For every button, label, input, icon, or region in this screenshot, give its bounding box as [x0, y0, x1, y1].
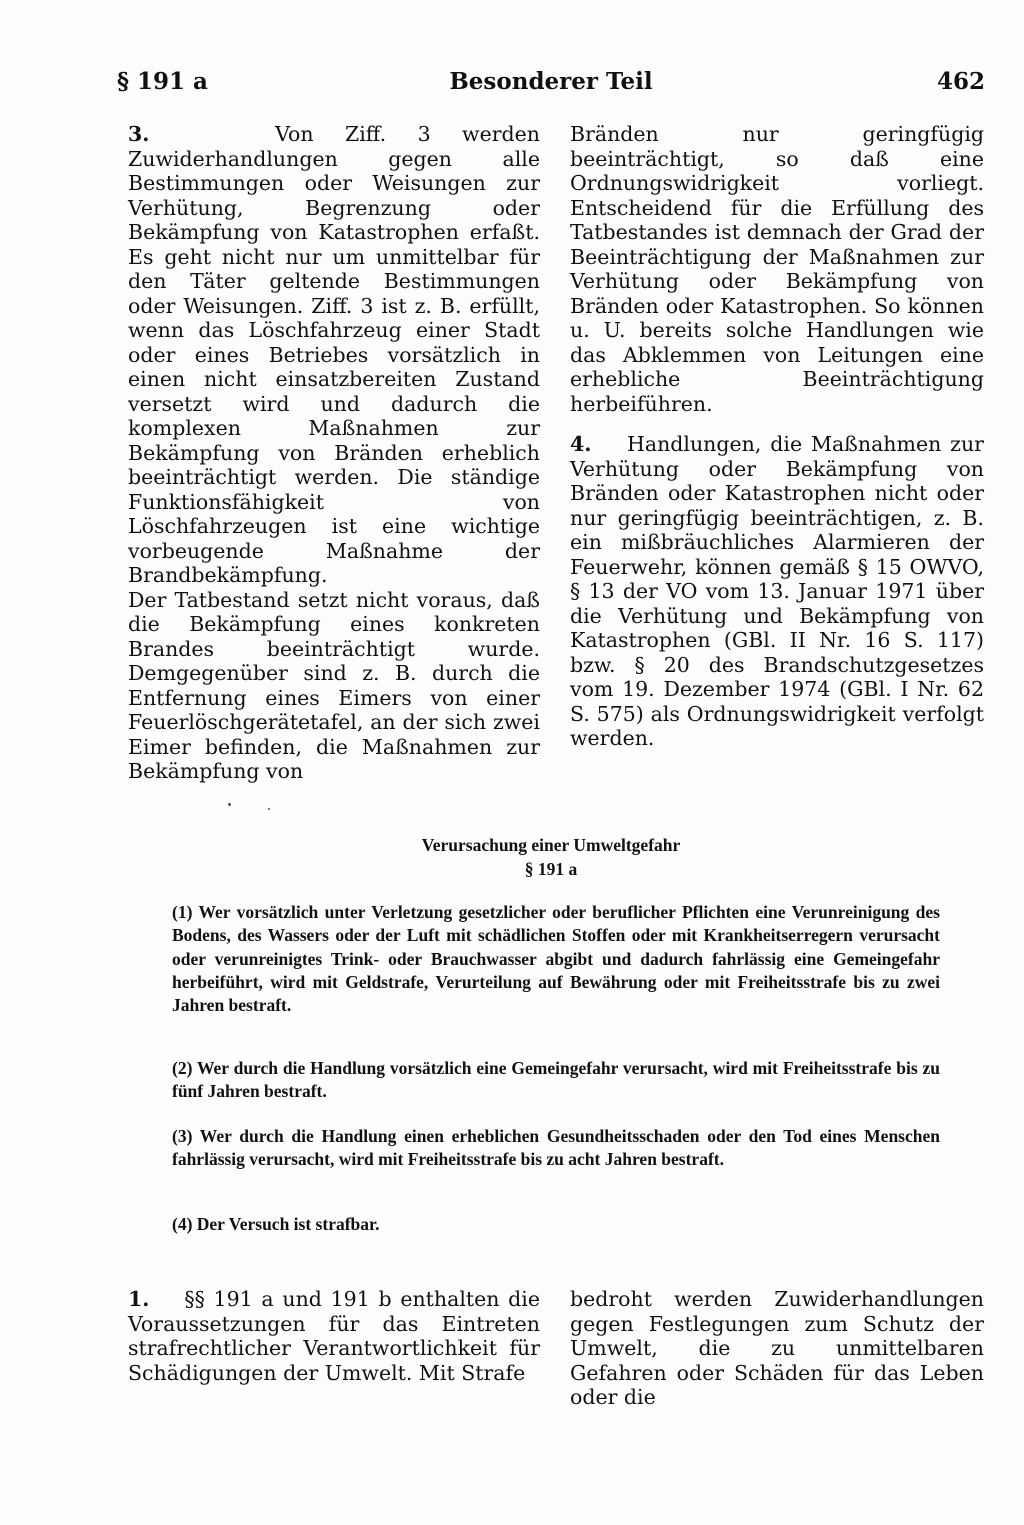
header-section-ref: § 191 a: [117, 68, 208, 95]
print-speck: [268, 808, 270, 810]
commentary-paragraph-4: [570, 432, 984, 751]
paragraph-text: Von Ziff. 3 werden Zuwiderhandlungen gegen alle Bestimmungen oder Weisungen zur Verhütung, Begrenzung oder Bekämpfung von Katastrophen erfaßt. Es geht nicht nur um unmittelbar für den Täter geltende Bestimmungen oder Weisungen. Ziff. 3 ist z. B. erfüllt, wenn das Löschfahrzeug einer Stadt oder eines Betriebes vorsätzlich in einen nicht einsatzbereiten Zustand versetzt wird und dadurch die komplexen Maßnahmen zur Bekämpfung von Bränden erheblich beeinträchtigt werden. Die ständige Funktionsfähigkeit von Löschfahrzeugen ist eine wichtige vorbeugende Maßnahme der Brandbekämpfung.: [128, 122, 540, 587]
commentary-top-left-column: [128, 122, 540, 784]
header-part-title: Besonderer Teil: [449, 68, 653, 95]
commentary-paragraph-3-continued: Der Tatbestand setzt nicht voraus, daß die Bekämpfung eines konkreten Brandes beeinträchtigt wurde. Demgegenüber sind z. B. durch die Entfernung eines Eimers von einer Feuerlöschgerätetafel, an der sich zwei Eimer befinden, die Maßnahmen zur Bekämpfung von: [128, 587, 540, 783]
paragraph-text: Handlungen, die Maßnahmen zur Verhütung oder Bekämpfung von Bränden oder Katastrophen nicht oder nur geringfügig beeinträchtigen, z. B. ein mißbräuchliches Alarmieren der Feuerwehr, können gemäß § 15 OWVO, § 13 der VO vom 13. Januar 1971 über die Verhütung und Bekämpfung von Katastrophen (GBl. II Nr. 16 S. 117) bzw. § 20 des Brandschutzgesetzes vom 19. Dezember 1974 (GBl. I Nr. 62 S. 575) als Ordnungswidrigkeit verfolgt werden.: [570, 432, 984, 750]
statute-absatz-1: (1) Wer vorsätzlich unter Verletzung gesetzlicher oder beruflicher Pflichten eine Verunreinigung des Bodens, des Wassers oder der Luft mit schädlichen Stoffen oder mit Krankheitserregern verursacht oder verunreinigtes Trink- oder Brauchwasser abgibt und dadurch fahrlässig eine Gemeingefahr herbeiführt, wird mit Geldstrafe, Verurteilung auf Bewährung oder mit Freiheitsstrafe bis zu zwei Jahren bestraft.: [172, 902, 940, 1016]
page-number: 462: [936, 68, 985, 95]
commentary-bottom-left-column: [128, 1287, 540, 1385]
statute-absatz-2: (2) Wer durch die Handlung vorsätzlich eine Gemeingefahr verursacht, wird mit Freiheitsstrafe bis zu fünf Jahren bestraft.: [172, 1058, 940, 1102]
paragraph-number: 1.: [128, 1287, 150, 1311]
statute-absatz-4: (4) Der Versuch ist strafbar.: [172, 1214, 380, 1234]
commentary-paragraph-1-continued: bedroht werden Zuwiderhandlungen gegen Festlegungen zum Schutz der Umwelt, die zu unmittelbaren Gefahren oder Schäden für das Leben oder die: [570, 1287, 984, 1409]
paragraph-number: 4.: [570, 432, 592, 456]
paragraph-number: 3.: [128, 122, 150, 146]
commentary-paragraph-3: [128, 122, 540, 588]
statute-absatz-3: (3) Wer durch die Handlung einen erheblichen Gesundheitsschaden oder den Tod eines Menschen fahrlässig verursacht, wird mit Freiheitsstrafe bis zu acht Jahren bestraft.: [172, 1126, 940, 1170]
running-header: [117, 68, 985, 108]
paragraph-text: §§ 191 a und 191 b enthalten die Voraussetzungen für das Eintreten strafrechtlicher Verantwortlichkeit für Schädigungen der Umwelt. Mit Strafe: [128, 1287, 540, 1385]
commentary-top-right-column: [570, 122, 984, 751]
commentary-bottom-right-column: [570, 1287, 984, 1410]
statute-heading: [117, 833, 985, 881]
commentary-paragraph-3-end: Bränden nur geringfügig beeinträchtigt, so daß eine Ordnungswidrigkeit vorliegt. Entscheidend für die Erfüllung des Tatbestandes ist demnach der Grad der Beeinträchtigung der Maßnahmen zur Verhütung oder Bekämpfung von Bränden oder Katastrophen. So können u. U. bereits solche Handlungen wie das Abklemmen von Leitungen eine erhebliche Beeinträchtigung herbeiführen.: [570, 122, 984, 416]
statute-title: Verursachung einer Umweltgefahr: [421, 835, 681, 855]
print-speck: [228, 803, 231, 806]
commentary-paragraph-1: [128, 1287, 540, 1385]
statute-paragraph-ref: § 191 a: [524, 859, 578, 879]
